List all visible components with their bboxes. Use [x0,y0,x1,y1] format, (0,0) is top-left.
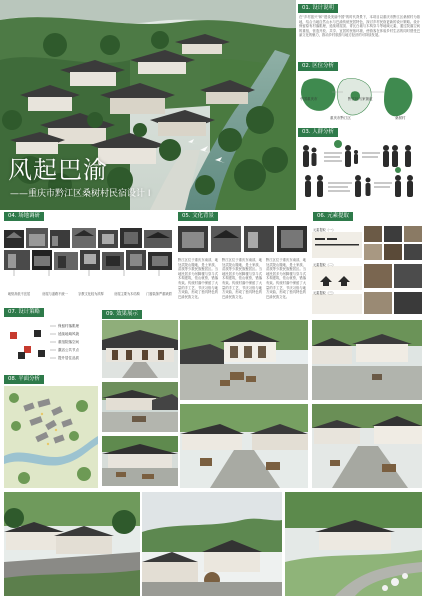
section-title-crowd: 03. 人群分析 [298,128,338,137]
elements-grid [312,224,422,316]
render-bottom-3 [285,492,422,596]
culture-text-col-1: 黔江区位于重庆东南部，地处武陵山腹地，是土家族、苗族等少数民族聚居区。当地民居多为吊脚楼与穿斗式木构建筑，依山就势，错落有致。传统村落中保留了大量的手工艺、节庆习俗与地方戏曲，形成了独具特色的巴渝民族文化。 [178,258,218,299]
strategy-diagram [4,320,96,372]
strategy-item-5: 提升居住品质 [58,356,79,360]
section-title-strategy: 07. 设计策略 [4,308,44,317]
site-survey-photo-grid [4,226,174,286]
render-small-2 [102,382,178,432]
section-title-culture: 05. 文化背景 [178,212,218,221]
site-plan [4,386,98,488]
render-large-street [180,404,308,488]
design-description-text: 在"乡村振兴"和"建设美丽中国"的时代背景下，本项目以重庆市黔江区桑树村为基地，结合当地自然山水与巴渝传统民居特色，探讨乡村民宿更新的设计策略。设计保留原有村落肌理，延续坡屋顶、青瓦白墙与木构穿斗等地域元素，通过院落空间的重组，营造开放、共享、宜居的民宿环境，使游客在体验乡村生活的同时感受巴渝文化的魅力，推动乡村旅游与地方经济的可持续发展。 [299,15,420,38]
render-right-2 [312,404,422,488]
strategy-item-4: 激活公共节点 [58,348,79,352]
hero-title: 风起巴渝 [8,156,108,184]
culture-text-col-3: 黔江区位于重庆东南部，地处武陵山腹地，是土家族、苗族等少数民族聚居区。当地民居多为吊脚楼与穿斗式木构建筑，依山就势，错落有致。传统村落中保留了大量的手工艺、节庆习俗与地方戏曲，形成了独具特色的巴渝民族文化。 [266,258,306,299]
location-label-qianjiang-district: 重庆市黔江区 [330,116,351,120]
render-right-1 [312,320,422,400]
site-caption-4: 房屋主要为木结构 [114,292,140,296]
site-caption-5: 门窗装饰严重缺损 [146,292,172,296]
culture-text-col-2: 黔江区位于重庆东南部，地处武陵山腹地，是土家族、苗族等少数民族聚居区。当地民居多为吊脚楼与穿斗式木构建筑，依山就势，错落有致。传统村落中保留了大量的手工艺、节庆习俗与地方戏曲，形成了独具特色的巴渝民族文化。 [222,258,262,299]
section-title-location: 02. 区位分析 [298,62,338,71]
site-caption-2: 房屋与道路不统一 [42,292,68,296]
section-title-site-survey: 04. 场地调研 [4,212,44,221]
elements-label-2: 元素提取（二） [313,263,336,267]
elements-label-1: 元素提取（一） [313,228,336,232]
crowd-figures [298,138,422,204]
location-label-sangshu-village: 桑树村 [395,116,406,120]
section-title-design: 01. 设计说明 [298,4,338,13]
culture-photos [178,226,308,254]
render-small-3 [102,436,178,486]
render-small-1 [102,320,178,378]
strategy-item-2: 延续地域风貌 [58,332,79,336]
render-large-courtyard [180,320,308,400]
location-label-chongqing: 中国重庆市 [300,97,318,101]
section-title-elements: 06. 元素提取 [313,212,353,221]
site-caption-3: 宗教文化较为浓厚 [78,292,104,296]
elements-label-3: 元素提取（三） [313,291,336,295]
section-title-renders: 09. 效果展示 [102,310,142,319]
hero-subtitle: ——重庆市黔江区桑树村民宿设计 I [10,189,151,199]
strategy-item-1: 保留村落肌理 [58,324,79,328]
section-title-plan: 08. 平面分析 [4,375,44,384]
strategy-item-3: 重组院落空间 [58,340,79,344]
site-caption-1: 地势高低不宜居 [7,292,31,296]
location-label-majia-street: 黔江区马家街道 [348,97,373,101]
render-bottom-2 [142,492,282,596]
render-bottom-1 [4,492,140,596]
